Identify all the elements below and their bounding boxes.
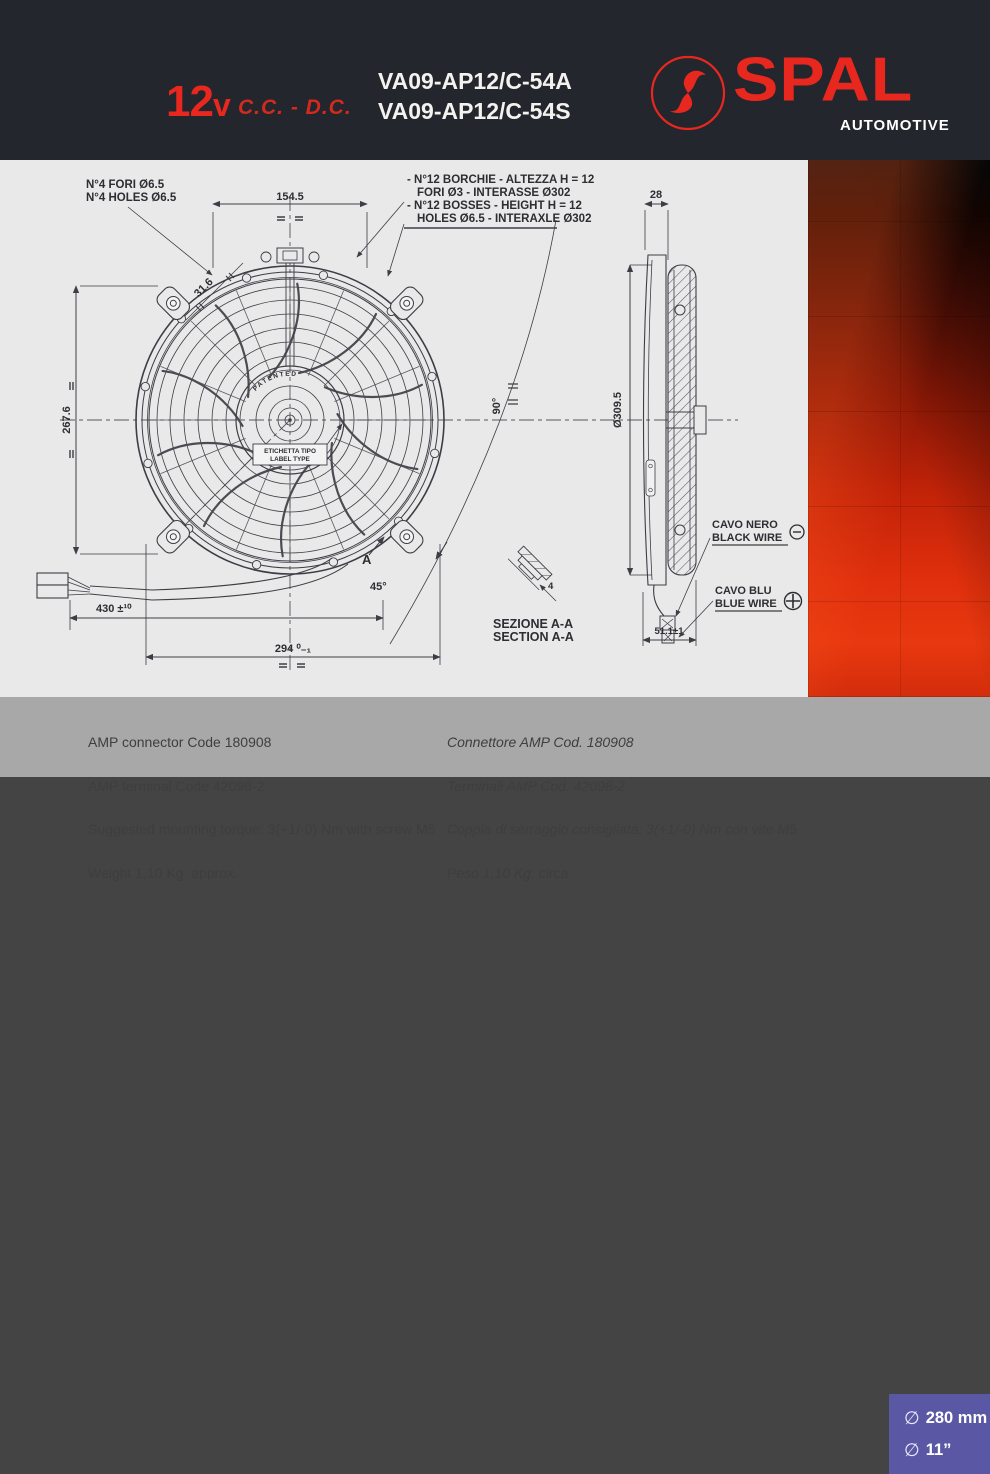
- callout-12-bosses: [357, 174, 594, 276]
- footer-specs-it: [447, 706, 797, 909]
- svg-text:SECTION A-A: SECTION A-A: [493, 630, 574, 644]
- red-side-panel: [808, 160, 990, 697]
- section-arrow-a: [362, 537, 384, 567]
- svg-text:FORI Ø3 - INTERASSE Ø302: FORI Ø3 - INTERASSE Ø302: [417, 187, 571, 199]
- centerlines: [60, 196, 738, 672]
- spal-wordmark: SPAL: [733, 44, 914, 115]
- svg-text:SEZIONE A-A: SEZIONE A-A: [493, 617, 574, 631]
- svg-text:N°4 HOLES Ø6.5: N°4 HOLES Ø6.5: [86, 192, 177, 204]
- label-type-line2: LABEL TYPE: [270, 456, 310, 463]
- plus-icon: [785, 593, 802, 610]
- svg-text:31.6: 31.6: [192, 276, 216, 300]
- section-aa-detail: [493, 545, 574, 644]
- svg-text:4: 4: [548, 581, 554, 592]
- footer-specs-en: [88, 706, 435, 909]
- dim-31-6: [186, 263, 243, 320]
- svg-text:430 ±¹⁰: 430 ±¹⁰: [96, 603, 132, 615]
- diameter-inch-badge: [904, 1440, 990, 1461]
- svg-text:HOLES Ø6.5 - INTERAXLE Ø302: HOLES Ø6.5 - INTERAXLE Ø302: [417, 213, 592, 225]
- spal-logo-icon: [648, 53, 728, 133]
- svg-text:90°: 90°: [491, 397, 503, 415]
- svg-text:CAVO NERO: CAVO NERO: [712, 519, 778, 531]
- dim-28: [645, 189, 668, 260]
- spec-terminal-it: Terminali AMP Cod. 42098-2: [447, 777, 626, 794]
- svg-text:A: A: [362, 552, 372, 567]
- svg-text:BLACK WIRE: BLACK WIRE: [712, 532, 783, 544]
- side-view-label: [646, 460, 655, 496]
- svg-text:294 ⁰₋₁: 294 ⁰₋₁: [274, 643, 312, 655]
- footer-bar: [0, 697, 990, 1460]
- spec-connector-it: Connettore AMP Cod. 180908: [447, 734, 634, 750]
- svg-text:- N°12 BOSSES - HEIGHT H = 12: - N°12 BOSSES - HEIGHT H = 12: [407, 200, 582, 212]
- svg-text:45°: 45°: [370, 581, 387, 593]
- fan-front-view: [136, 248, 444, 574]
- spec-terminal-en: AMP terminal Code 42098-2: [88, 777, 265, 794]
- fan-side-view: [644, 255, 707, 643]
- voltage-label: [166, 77, 231, 126]
- angle-90: [491, 384, 518, 414]
- angle-45: [370, 581, 387, 593]
- diameter-icon: ∅: [904, 1439, 920, 1460]
- dim-430: [70, 600, 383, 630]
- amp-connector: [37, 573, 152, 600]
- diameter-mm-badge: [904, 1408, 990, 1429]
- spec-weight-en: Weight 1,10 Kg. approx.: [88, 864, 238, 881]
- spal-automotive-label: AUTOMOTIVE: [840, 117, 950, 134]
- spec-connector-en: AMP connector Code 180908: [88, 734, 272, 750]
- header-bar: [0, 0, 990, 160]
- spec-torque-en: Suggested mounting torque: 3(+1/-0) Nm with screw M5: [88, 821, 436, 837]
- spec-torque-it: Coppia di serraggio consigliata: 3(+1/-0) Nm con vite M5: [447, 821, 797, 837]
- svg-text:- N°12 BORCHIE - ALTEZZA H = 1: - N°12 BORCHIE - ALTEZZA H = 12: [407, 174, 595, 186]
- diameter-icon: ∅: [904, 1407, 920, 1428]
- patented-label: PATENTED: [251, 370, 298, 393]
- svg-text:267.6: 267.6: [61, 406, 73, 434]
- voltage-unit: v: [212, 87, 231, 123]
- voltage-number: 12: [166, 77, 213, 126]
- callout-4-holes: [86, 179, 212, 275]
- svg-text:154.5: 154.5: [276, 191, 304, 203]
- svg-text:Ø309.5: Ø309.5: [612, 391, 624, 429]
- red-panel-grid: [808, 160, 990, 697]
- svg-text:N°4 FORI Ø6.5: N°4 FORI Ø6.5: [86, 179, 165, 191]
- svg-text:51.1±1: 51.1±1: [654, 626, 684, 637]
- diameter-badge-panel: [889, 1394, 990, 1474]
- current-type-label: C.C. - D.C.: [238, 96, 352, 119]
- dim-51-1: [643, 580, 696, 646]
- wire-harness: [37, 558, 348, 600]
- svg-text:28: 28: [649, 189, 663, 201]
- technical-drawing: [0, 160, 808, 697]
- svg-text:BLUE WIRE: BLUE WIRE: [715, 598, 777, 610]
- label-type-line1: ETICHETTA TIPO: [264, 448, 316, 455]
- blue-wire-callout: [679, 585, 802, 637]
- model-numbers: [378, 66, 572, 126]
- section-sweep-arc: [390, 220, 556, 644]
- diameter-inch-value: 11”: [925, 1440, 952, 1459]
- spec-weight-it: Peso 1,10 Kg. circa: [447, 864, 569, 881]
- minus-icon: [790, 525, 804, 539]
- svg-text:CAVO BLU: CAVO BLU: [715, 585, 772, 597]
- model-a: VA09-AP12/C-54A: [378, 68, 572, 94]
- model-s: VA09-AP12/C-54S: [378, 98, 571, 124]
- diameter-mm-value: 280 mm: [925, 1408, 988, 1427]
